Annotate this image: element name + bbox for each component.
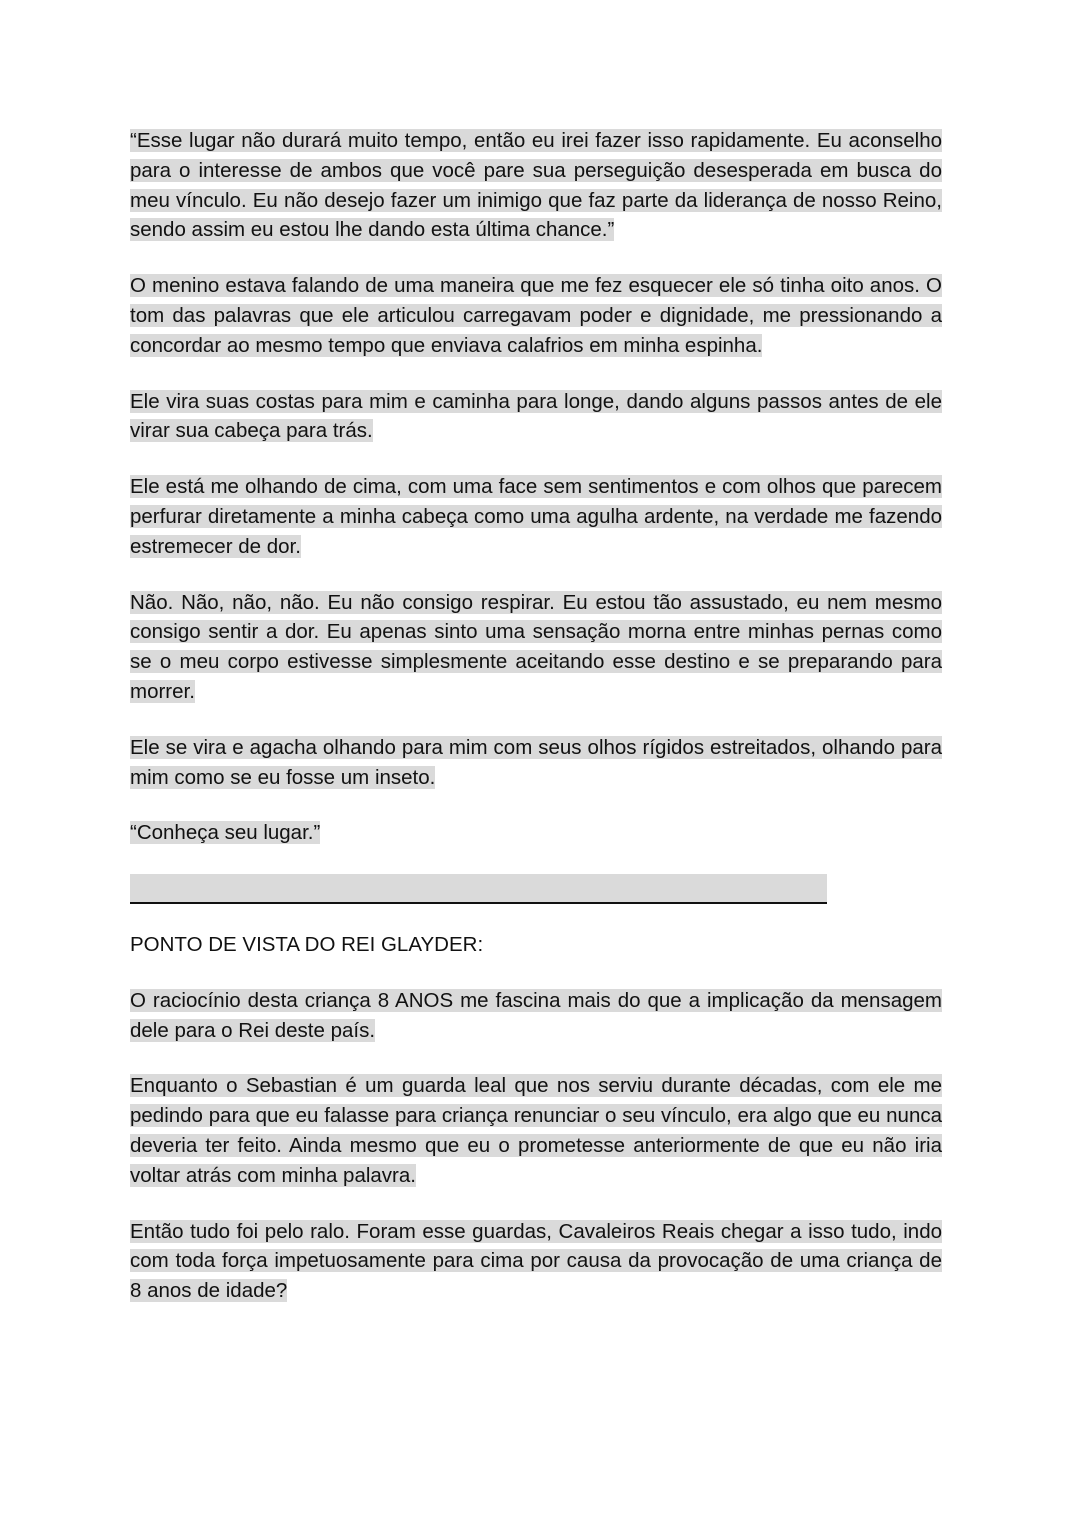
document-page xyxy=(130,126,942,1332)
paragraph xyxy=(130,271,942,360)
paragraph xyxy=(130,986,942,1046)
paragraph-text: O menino estava falando de uma maneira que me fez esquecer ele só tinha oito anos. O tom das palavras que ele articulou carregavam poder e dignidade, me pressionando a concordar ao mesmo tempo que enviava calafrios em minha espinha. xyxy=(130,274,942,357)
paragraph xyxy=(130,588,942,707)
paragraph xyxy=(130,1217,942,1306)
paragraph-text: Ele se vira e agacha olhando para mim com seus olhos rígidos estreitados, olhando para mim como se eu fosse um inseto. xyxy=(130,735,942,789)
paragraph-text: Ele está me olhando de cima, com uma face sem sentimentos e com olhos que parecem perfurar diretamente a minha cabeça como uma agulha ardente, na verdade me fazendo estremecer de dor. xyxy=(130,475,942,558)
paragraph xyxy=(130,733,942,793)
paragraph-text: “Esse lugar não durará muito tempo, então eu irei fazer isso rapidamente. Eu aconselho para o interesse de ambos que você pare sua perseguição desesperada em busca do meu vínculo. Eu não desejo fazer um inimigo que faz parte da liderança de nosso Reino, sendo assim eu estou lhe dando esta última chance.” xyxy=(130,129,942,242)
paragraph xyxy=(130,818,942,848)
paragraph xyxy=(130,1071,942,1190)
paragraph-text: Ele vira suas costas para mim e caminha para longe, dando alguns passos antes de ele virar sua cabeça para trás. xyxy=(130,389,942,443)
paragraph xyxy=(130,126,942,245)
paragraph xyxy=(130,472,942,561)
paragraph-text: Enquanto o Sebastian é um guarda leal que nos serviu durante décadas, com ele me pedindo para que eu falasse para criança renunciar o seu vínculo, era algo que eu nunca deveria ter feito. Ainda mesmo que eu o prometesse anteriormente de que eu não iria voltar atrás com minha palavra. xyxy=(130,1074,942,1187)
paragraph-text: Então tudo foi pelo ralo. Foram esse guardas, Cavaleiros Reais chegar a isso tudo, indo com toda força impetuosamente para cima por causa da provocação de uma criança de 8 anos de idade? xyxy=(130,1219,942,1303)
separator-line xyxy=(130,874,827,904)
paragraph-text: “Conheça seu lugar.” xyxy=(130,821,321,845)
section-heading-text: PONTO DE VISTA DO REI GLAYDER: xyxy=(130,932,484,956)
paragraph-text: Não. Não, não, não. Eu não consigo respirar. Eu estou tão assustado, eu nem mesmo consigo sentir a dor. Eu apenas sinto uma sensação morna entre minhas pernas como se o meu corpo estivesse simplesmente aceitando esse destino e se preparando para morrer. xyxy=(130,590,942,703)
paragraph-text: O raciocínio desta criança 8 ANOS me fascina mais do que a implicação da mensagem dele para o Rei deste país. xyxy=(130,988,942,1042)
paragraph xyxy=(130,387,942,447)
section-heading xyxy=(130,930,942,960)
